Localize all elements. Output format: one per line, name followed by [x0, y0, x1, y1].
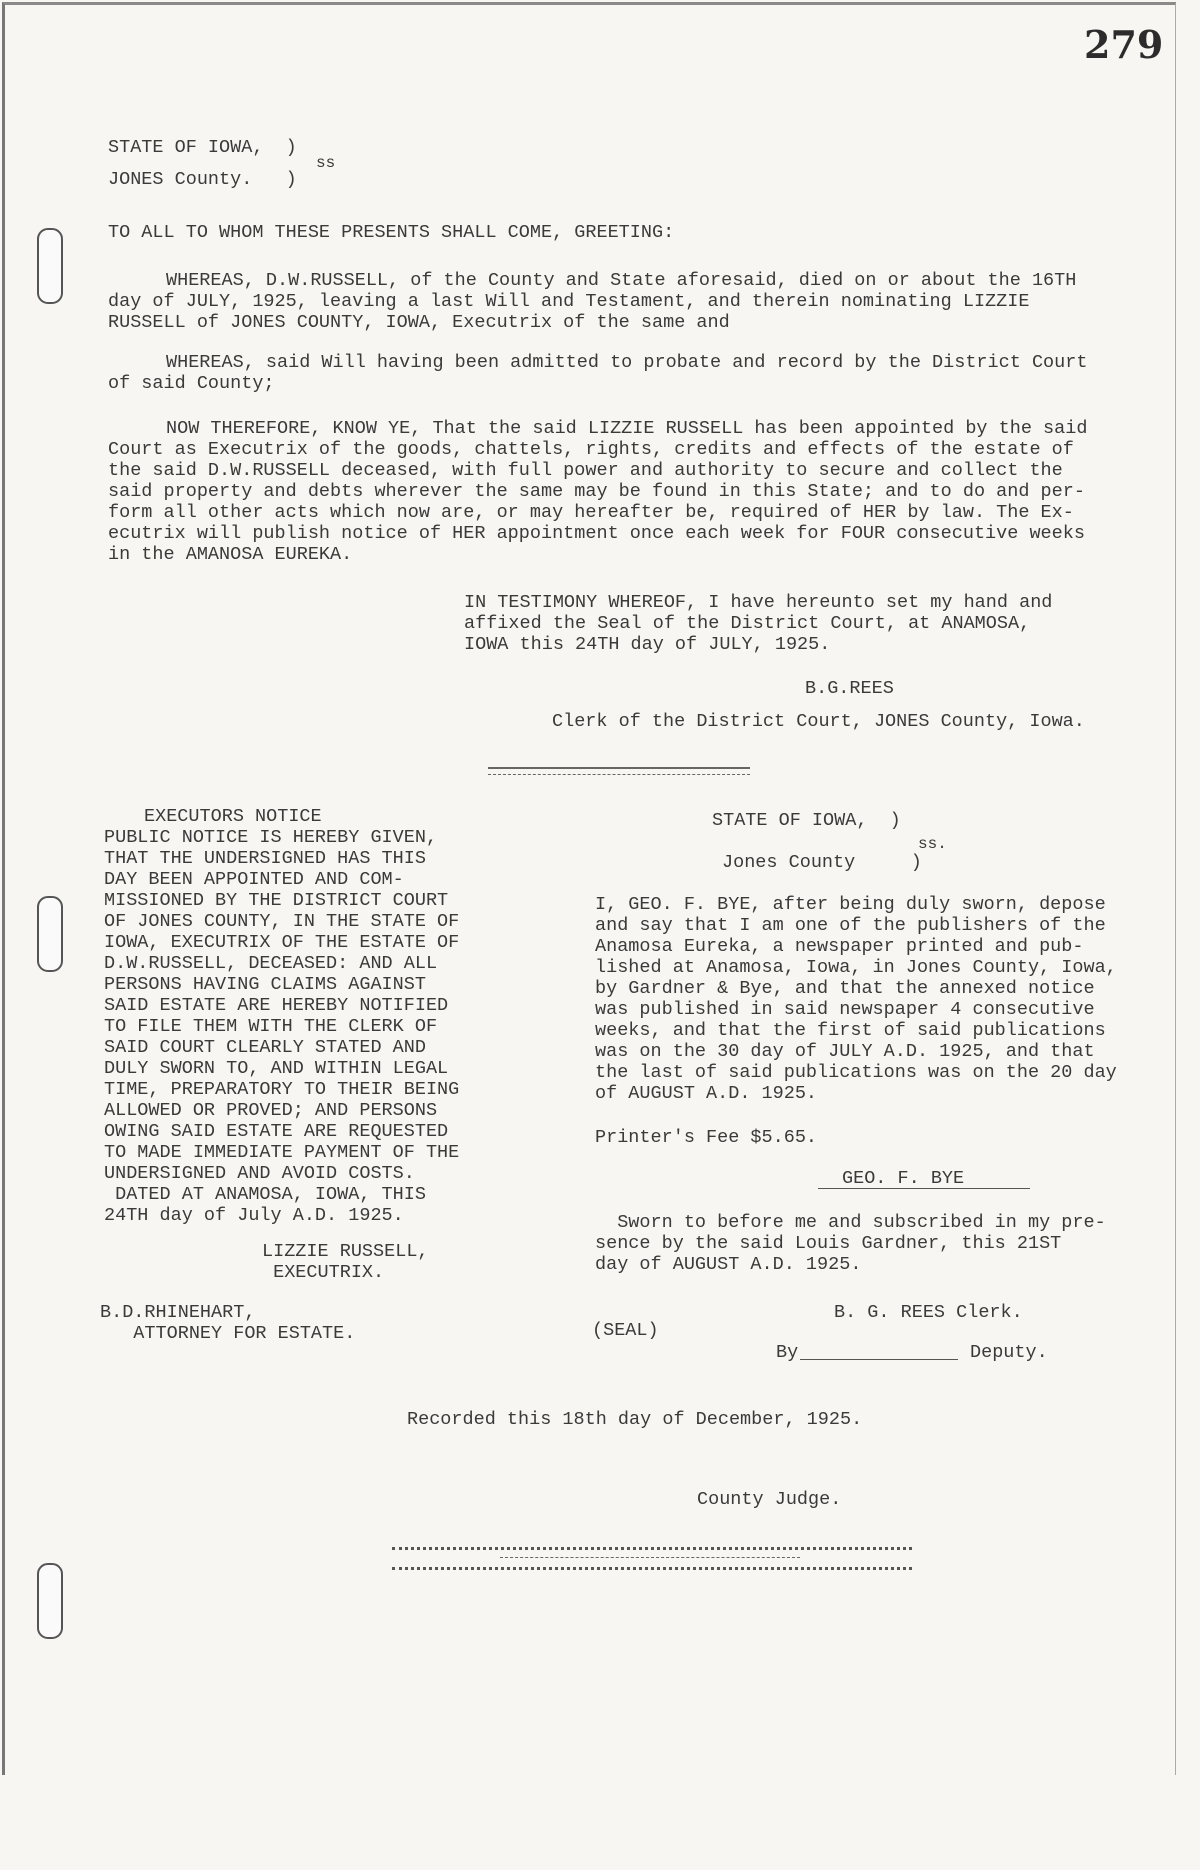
- deputy-label: Deputy.: [970, 1342, 1048, 1363]
- testimony-clause: IN TESTIMONY WHEREOF, I have hereunto set my hand and affixed the Seal of the District Court, at ANAMOSA, IOWA this 24TH day of JULY, 1925.: [464, 592, 1053, 655]
- divider-rule: [488, 767, 750, 769]
- paragraph-whereas-2: WHEREAS, said Will having been admitted to probate and record by the District Court of said County;: [108, 352, 1088, 394]
- punch-hole: [37, 896, 63, 972]
- venue-state: STATE OF IOWA, ): [108, 137, 297, 158]
- deputy-signature-line: [800, 1359, 958, 1360]
- punch-hole: [37, 228, 63, 304]
- punch-hole: [37, 1563, 63, 1639]
- signature-line: [818, 1188, 1030, 1189]
- county-judge: County Judge.: [697, 1489, 842, 1510]
- page-number: 279: [1084, 22, 1164, 67]
- clerk-title: Clerk of the District Court, JONES County, Iowa.: [552, 711, 1085, 732]
- affidavit-state: STATE OF IOWA, ): [712, 810, 901, 831]
- recorded-line: Recorded this 18th day of December, 1925.: [407, 1409, 863, 1430]
- notice-heading: EXECUTORS NOTICE: [144, 806, 322, 827]
- notice-signer: LIZZIE RUSSELL, EXECUTRIX.: [262, 1241, 429, 1283]
- venue-ss: ss: [316, 154, 336, 172]
- paragraph-now-therefore: NOW THEREFORE, KNOW YE, That the said LIZZIE RUSSELL has been appointed by the said Court as Executrix of the goods, chattels, rights, credits and effects of the estate of the said D.W.RUSSELL deceased, with full power and authority to secure and collect the said property and debts wherever the same may be found in this State; and to do and per- form all other acts which now are, or may hereafter be, required of HER by law. The Ex- ecutrix will publish notice of HER appointment once each week for FOUR consecutive weeks in the AMANOSA EUREKA.: [108, 418, 1088, 565]
- divider-rule: [488, 774, 750, 775]
- printers-fee: Printer's Fee $5.65.: [595, 1127, 818, 1148]
- sworn-statement: Sworn to before me and subscribed in my pre- sence by the said Louis Gardner, this 21ST day of AUGUST A.D. 1925.: [595, 1212, 1106, 1275]
- divider-rule: [500, 1557, 800, 1558]
- notice-body: PUBLIC NOTICE IS HEREBY GIVEN, THAT THE UNDERSIGNED HAS THIS DAY BEEN APPOINTED AND COM- MISSIONED BY THE DISTRICT COURT OF JONES COUNTY, IN THE STATE OF IOWA, EXECUTRIX OF THE ESTATE OF D.W.RUSSELL, DECEASED: AND ALL PERSONS HAVING CLAIMS AGAINST SAID ESTATE ARE HEREBY NOTIFIED TO FILE THEM WITH THE CLERK OF SAID COURT CLEARLY STATED AND DULY SWORN TO, AND WITHIN LEGAL TIME, PREPARATORY TO THEIR BEING ALLOWED OR PROVED; AND PERSONS OWING SAID ESTATE ARE REQUESTED TO MADE IMMEDIATE PAYMENT OF THE UNDERSIGNED AND AVOID COSTS.: [104, 827, 460, 1184]
- clerk-signature: B.G.REES: [805, 678, 894, 699]
- affidavit-body: I, GEO. F. BYE, after being duly sworn, depose and say that I am one of the publishers of the Anamosa Eureka, a newspaper printed and pub- lished at Anamosa, Iowa, in Jones County, Iowa, by Gardner & Bye, and that the annexed notice was published in said newspaper 4 consecutive weeks, and that the first of said publications was on the 30 day of JULY A.D. 1925, and that the last of said publications was on the 20 day of AUGUST A.D. 1925.: [595, 894, 1117, 1104]
- dotted-rule: [392, 1547, 912, 1550]
- by-label: By: [776, 1342, 799, 1363]
- venue-county: JONES County. ): [108, 169, 297, 190]
- seal-mark: (SEAL): [592, 1320, 659, 1341]
- affidavit-ss: ss.: [918, 835, 947, 853]
- affidavit-county: Jones County ): [722, 852, 922, 873]
- paragraph-whereas-1: WHEREAS, D.W.RUSSELL, of the County and State aforesaid, died on or about the 16TH day of JULY, 1925, leaving a last Will and Testament, and therein nominating LIZZIE RUSSELL of JONES COUNTY, IOWA, Executrix of the same and: [108, 270, 1077, 333]
- notice-attorney: B.D.RHINEHART, ATTORNEY FOR ESTATE.: [100, 1302, 356, 1344]
- publisher-signature: GEO. F. BYE: [842, 1168, 965, 1189]
- notice-dated: DATED AT ANAMOSA, IOWA, THIS 24TH day of July A.D. 1925.: [104, 1184, 426, 1226]
- dotted-rule: [392, 1567, 912, 1570]
- greeting: TO ALL TO WHOM THESE PRESENTS SHALL COME, GREETING:: [108, 222, 675, 243]
- affidavit-clerk: B. G. REES Clerk.: [834, 1302, 1023, 1323]
